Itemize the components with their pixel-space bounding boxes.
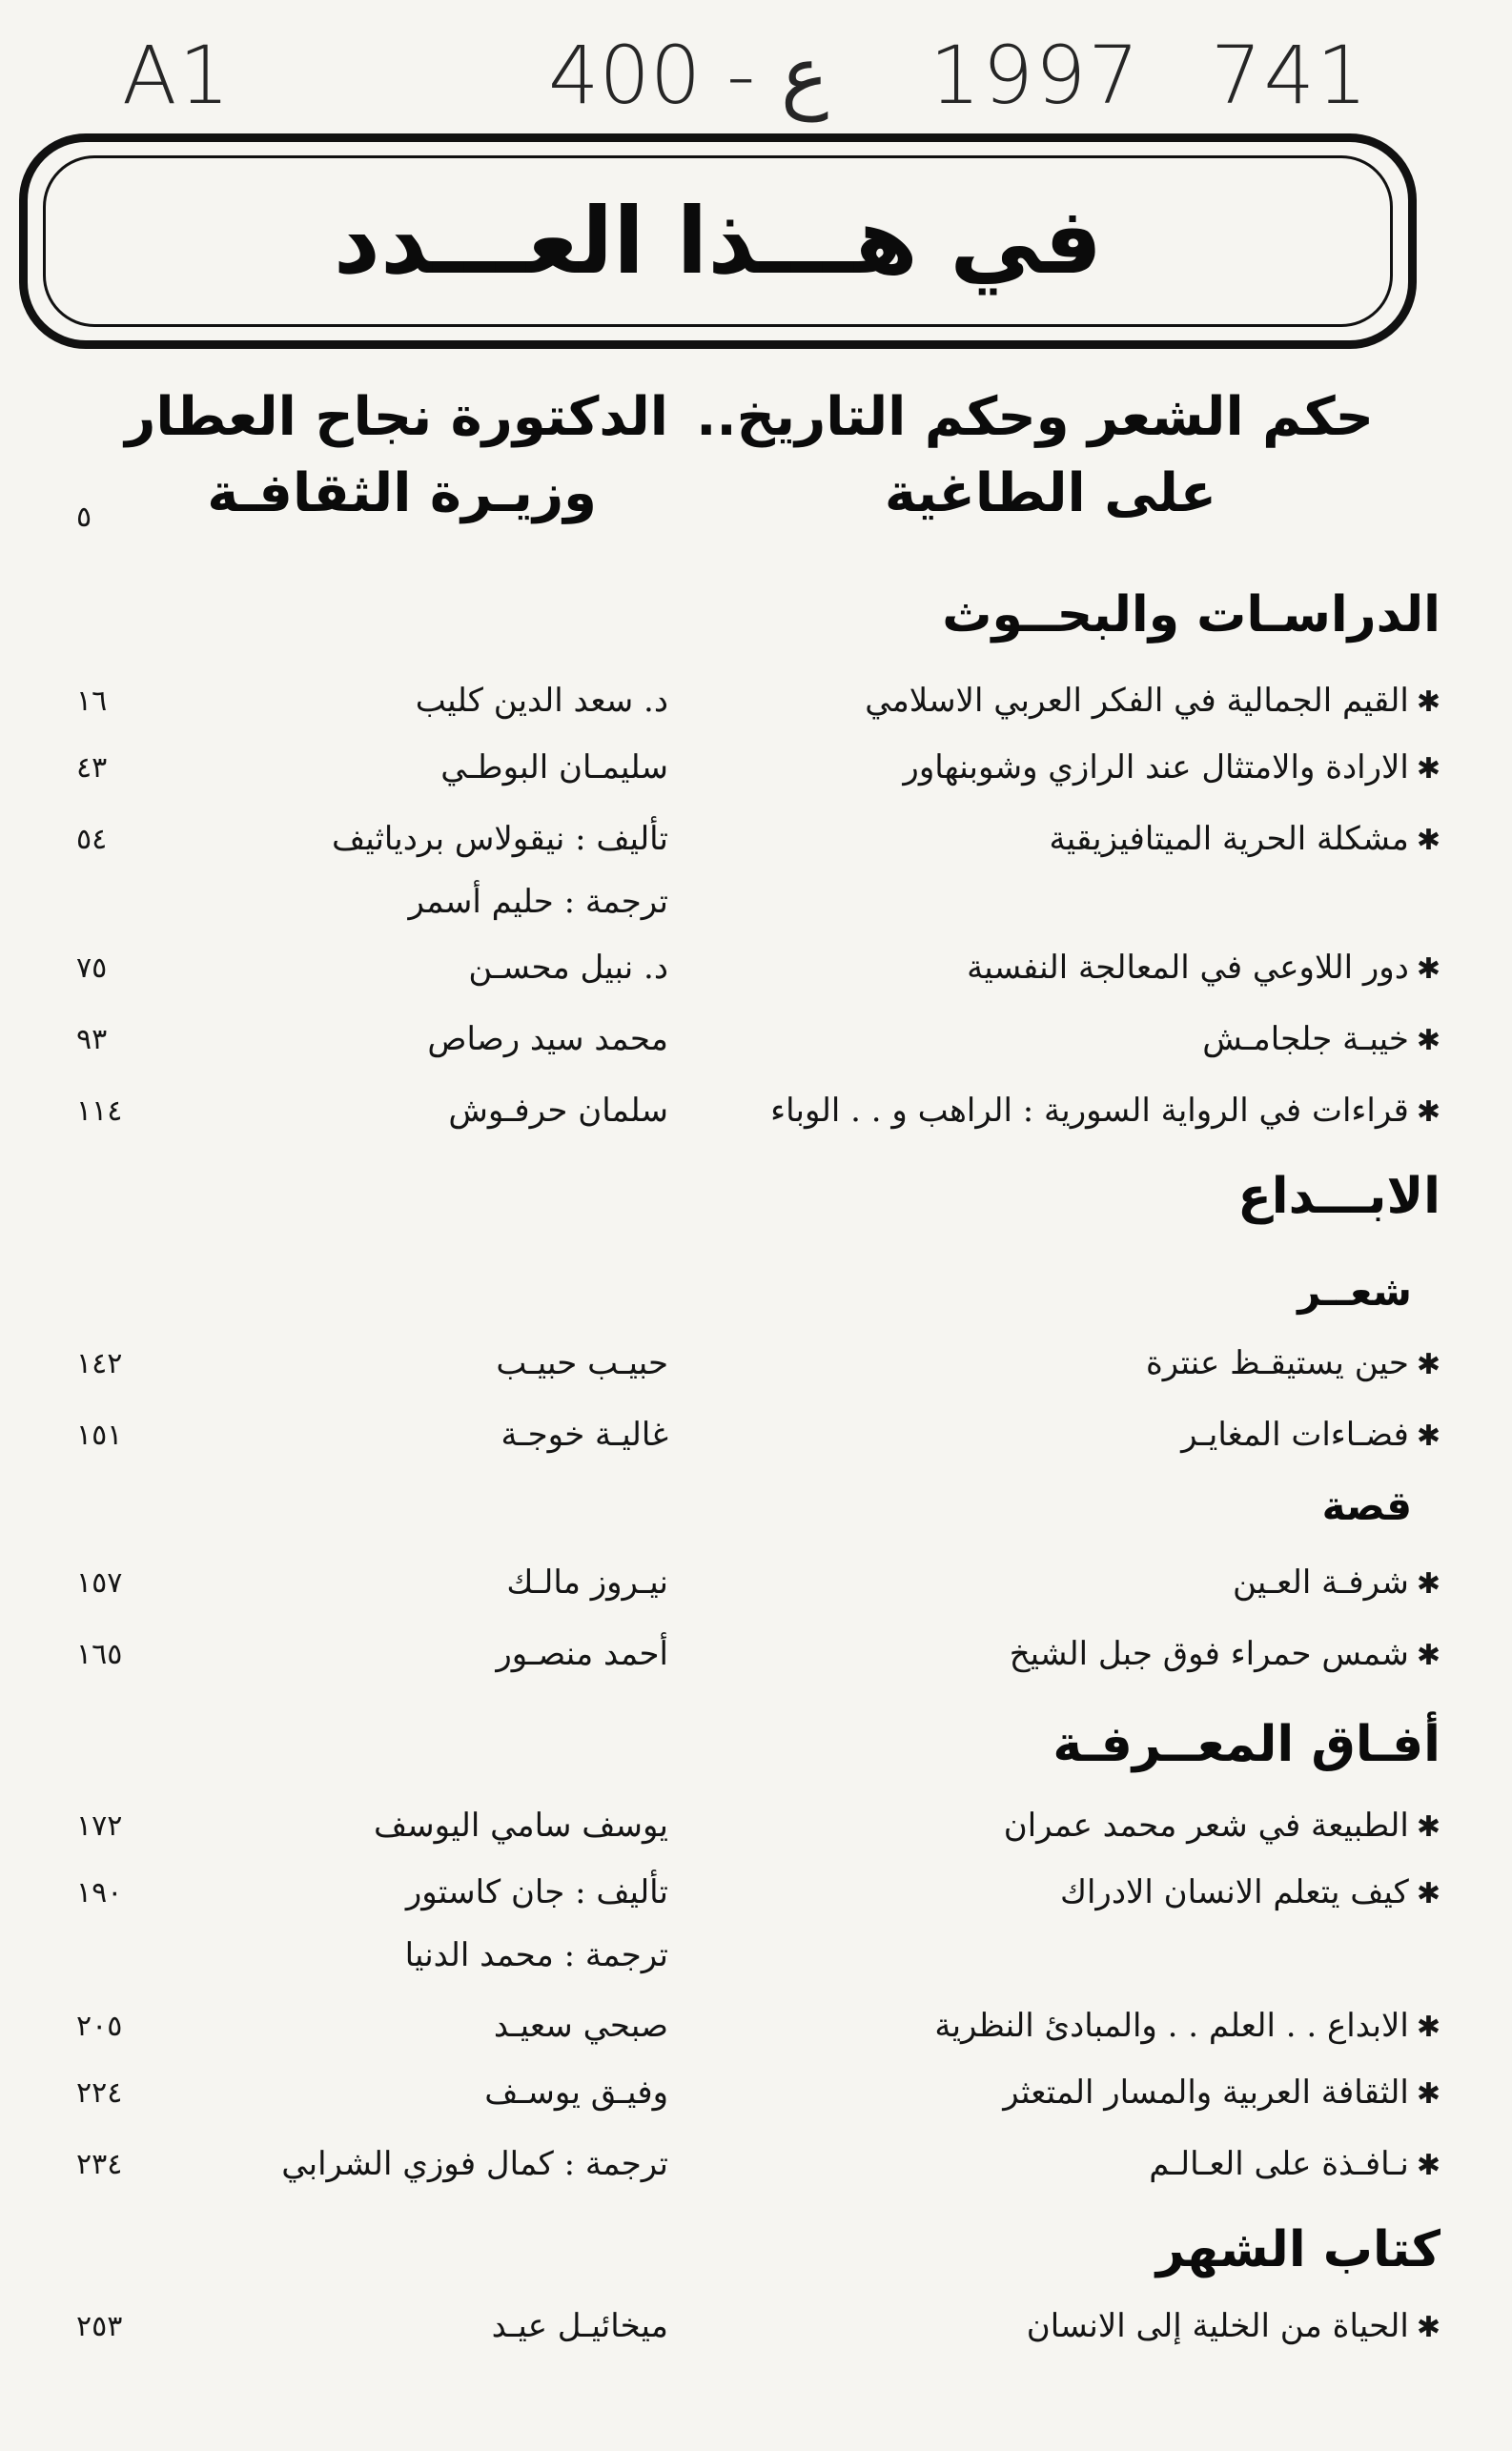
entry-title: ✱مشكلة الحرية الميتافيزيقية — [1049, 820, 1440, 858]
entry-title: ✱نـافـذة على العـالـم — [1149, 2145, 1440, 2183]
entry-page-number: ١٥١ — [76, 1419, 123, 1452]
entry-author: تأليف : جان كاستور — [405, 1873, 668, 1911]
entry-page-number: ١٧٢ — [76, 1809, 123, 1843]
star-bullet-icon: ✱ — [1416, 824, 1440, 857]
star-bullet-icon: ✱ — [1416, 1810, 1440, 1844]
subsection-poetry: شعــر — [1297, 1268, 1412, 1315]
entry-author: تأليف : نيقولاس بردياثيف — [332, 820, 668, 858]
star-bullet-icon: ✱ — [1416, 685, 1440, 719]
handwritten-year: 1997 — [930, 29, 1141, 122]
entry-author: يوسف سامي اليوسف — [373, 1807, 668, 1845]
entry-title: ✱الثقافة العربية والمسار المتعثر — [1003, 2073, 1440, 2112]
star-bullet-icon: ✱ — [1416, 2311, 1440, 2344]
entry-translator: ترجمة : حليم أسمر — [408, 883, 668, 921]
entry-title: ✱القيم الجمالية في الفكر العربي الاسلامي — [865, 682, 1440, 720]
entry-author: حبيـب حبيـب — [496, 1344, 668, 1382]
star-bullet-icon: ✱ — [1416, 1877, 1440, 1910]
star-bullet-icon: ✱ — [1416, 952, 1440, 986]
entry-title: ✱خيبـة جلجامـش — [1202, 1020, 1440, 1058]
entry-page-number: ٢٢٤ — [76, 2076, 123, 2110]
entry-page-number: ٧٥ — [76, 951, 108, 985]
entry-page-number: ٢٥٣ — [76, 2310, 123, 2343]
entry-page-number: ٢٠٥ — [76, 2010, 123, 2043]
entry-title: ✱دور اللاوعي في المعالجة النفسية — [967, 949, 1440, 987]
entry-page-number: ٩٣ — [76, 1023, 108, 1056]
section-knowledge: أفـاق المعــرفـة — [1052, 1716, 1440, 1773]
star-bullet-icon: ✱ — [1416, 2011, 1440, 2044]
entry-title: ✱فضـاءات المغايـر — [1181, 1416, 1440, 1454]
entry-page-number: ١٦ — [76, 684, 108, 718]
star-bullet-icon: ✱ — [1416, 2149, 1440, 2182]
entry-author: أحمد منصـور — [496, 1635, 668, 1673]
entry-author: د. سعد الدين كليب — [415, 682, 668, 720]
entry-title: ✱حين يستيقـظ عنترة — [1145, 1344, 1440, 1382]
entry-page-number: ٤٣ — [76, 751, 108, 785]
entry-author: د. نبيل محسـن — [468, 949, 668, 987]
star-bullet-icon: ✱ — [1416, 2077, 1440, 2111]
lead-author-line1: الدكتورة نجاح العطار — [125, 386, 668, 448]
star-bullet-icon: ✱ — [1416, 752, 1440, 786]
entry-author: غاليـة خوجـة — [501, 1416, 668, 1454]
entry-author: سلمان حرفـوش — [448, 1092, 668, 1130]
handwritten-accession: 741 — [1211, 29, 1370, 122]
entry-page-number: ١١٤ — [76, 1094, 123, 1128]
entry-author: ميخائيـل عيـد — [491, 2307, 668, 2345]
section-creativity: الابـــداع — [1237, 1168, 1440, 1225]
handwritten-code: A1 — [122, 29, 232, 122]
entry-title: ✱الارادة والامتثال عند الرازي وشوبنهاور — [903, 748, 1440, 786]
lead-title-line1: حكم الشعر وحكم التاريخ.. — [696, 386, 1374, 448]
star-bullet-icon: ✱ — [1416, 1639, 1440, 1672]
entry-page-number: ١٩٠ — [76, 1876, 123, 1910]
entry-author: ترجمة : كمال فوزي الشرابي — [281, 2145, 668, 2183]
subsection-story: قصة — [1321, 1482, 1412, 1529]
star-bullet-icon: ✱ — [1416, 1348, 1440, 1381]
entry-page-number: ١٦٥ — [76, 1638, 123, 1671]
entry-page-number: ٢٣٤ — [76, 2148, 123, 2181]
entry-title: ✱الابداع . . العلم . . والمبادئ النظرية — [934, 2007, 1440, 2045]
entry-title: ✱قراءات في الرواية السورية : الراهب و . . الوباء — [770, 1092, 1440, 1130]
entry-page-number: ١٤٢ — [76, 1347, 123, 1380]
star-bullet-icon: ✱ — [1416, 1095, 1440, 1129]
star-bullet-icon: ✱ — [1416, 1420, 1440, 1453]
handwritten-classification: 400 - ع — [548, 29, 829, 122]
entry-title: ✱الطبيعة في شعر محمد عمران — [1003, 1807, 1440, 1845]
entry-page-number: ١٥٧ — [76, 1566, 123, 1600]
star-bullet-icon: ✱ — [1416, 1567, 1440, 1601]
page-title: في هـــذا العـــدد — [333, 188, 1103, 295]
lead-title-line2: على الطاغية — [884, 462, 1216, 524]
section-book-of-month: كتاب الشهر — [1155, 2221, 1440, 2278]
star-bullet-icon: ✱ — [1416, 1024, 1440, 1057]
title-banner-inner — [43, 155, 1393, 327]
entry-title: ✱كيف يتعلم الانسان الادراك — [1059, 1873, 1440, 1911]
entry-translator: ترجمة : محمد الدنيا — [404, 1936, 668, 1974]
title-banner — [19, 133, 1417, 349]
section-studies: الدراسـات والبحــوث — [942, 586, 1440, 643]
entry-author: نيـروز مالـك — [506, 1563, 668, 1602]
entry-author: محمد سيد رصاص — [427, 1020, 668, 1058]
entry-author: سليمـان البوطـي — [440, 748, 668, 786]
entry-title: ✱شمس حمراء فوق جبل الشيخ — [1009, 1635, 1440, 1673]
entry-author: صبحي سعيـد — [493, 2007, 668, 2045]
lead-author-line2: وزيـرة الثقافـة — [207, 462, 597, 524]
lead-page-number: ٥ — [76, 500, 92, 534]
entry-title: ✱شرفـة العـين — [1233, 1563, 1440, 1602]
entry-author: وفيـق يوسـف — [484, 2073, 668, 2112]
entry-title: ✱الحياة من الخلية إلى الانسان — [1026, 2307, 1440, 2345]
entry-page-number: ٥٤ — [76, 823, 108, 856]
